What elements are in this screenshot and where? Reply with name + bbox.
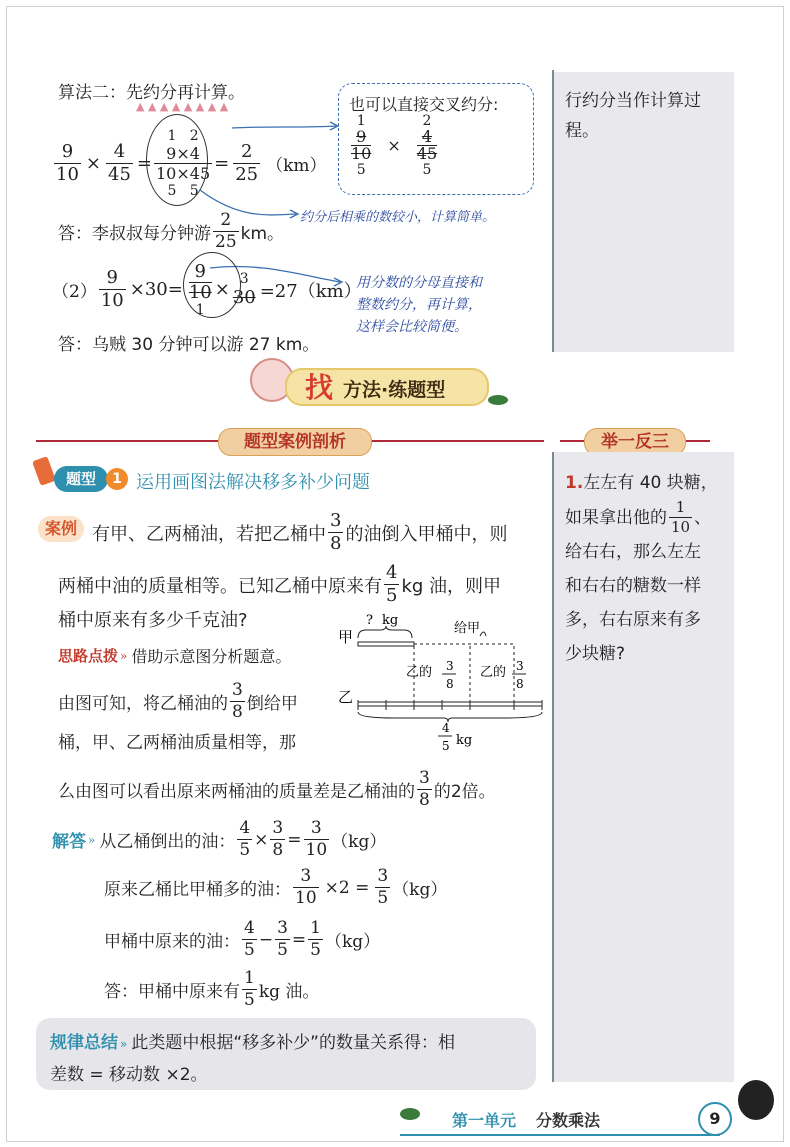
rule-line1: 规律总结 » 此类题中根据“移多补少”的数量关系得：相 [50,1033,455,1053]
page-number: 9 [698,1102,732,1136]
cross-note-equation: 1 9 10 5 × 2 4 45 5 [351,113,438,179]
oil-diagram [334,608,544,768]
diagram-yi-de-1: 乙的 [406,665,433,680]
part2-equation: （2） $\frac{9}{10}$ ×30= 9 10 1 × 3 30 =27（km） [52,262,362,318]
cross-note-text: 约分后相乘的数较小，计算简单。 [300,210,496,225]
tixing-badge: 题型 [54,466,108,492]
leaf-icon [488,395,508,405]
diagram-frac-d-2: 8 [516,677,524,691]
practice-sidebar-spiral [552,452,554,1082]
method2-answer: 答：李叔叔每分钟游 $\frac{2}{25}$ km。 [58,210,285,252]
diagram-kg: kg [382,613,399,628]
ninja-mascot-icon [738,1080,774,1120]
hint-line: 思路点拨 » 借助示意图分析题意。 [58,647,292,666]
diagram-yi-de-2: 乙的 [480,665,507,680]
banner-text: 方法·练题型 [343,379,446,401]
solution-line1: 解答 » 从乙桶倒出的油： $\frac{4}{5}$ × $\frac{3}{8}$ = $\frac{3}{10}$ （kg） [52,818,387,860]
practice-sidebar [553,452,734,1082]
example-line3: 桶中原来有多少千克油? [58,610,248,631]
footer-unit: 第一单元 [452,1111,517,1130]
example-line2: 两桶中油的质量相等。已知乙桶中原来有 $\frac{4}{5}$ kg 油，则甲 [58,562,502,606]
jia-bar [358,642,414,646]
footer-line [400,1134,720,1136]
fraction: $\frac{4}{45}$ [108,141,131,185]
solution-line2: 原来乙桶比甲桶多的油： $\frac{3}{10}$ ×2 = $\frac{3}{5}$ （kg） [104,866,448,908]
svg-text:▲ ▲ ▲ ▲ ▲ ▲ ▲ ▲: ▲ ▲ ▲ ▲ ▲ ▲ ▲ ▲ [136,100,229,113]
banner [285,368,489,406]
cross-note-title: 也可以直接交叉约分: [349,95,499,114]
footer-leaf-icon [400,1108,420,1120]
method2-title: 算法二：先约分再计算。 [58,83,245,103]
banner-char: 找 [305,371,334,404]
yi-brace [358,712,542,722]
hint-text-3: 么由图可以看出原来两桶油的质量差是乙桶油的 $\frac{3}{8}$ 的2倍。 [58,768,496,810]
section-header: 题型案例剖析 [218,428,372,456]
diagram-frac-n-2: 3 [516,659,524,673]
sidebar-notes-top: 行约分当作计算过 程。 [553,72,734,352]
cancel-fraction: 1 2 9×4 10×45 5 5 [154,128,212,199]
diagram-total-d: 5 [442,739,450,753]
hint-text-1: 由图可知，将乙桶油的 $\frac{3}{8}$ 倒给甲 [58,680,298,722]
footer-title: 分数乘法 [536,1111,601,1130]
side-section-header: 举一反三 [584,428,686,456]
diagram-frac-n-1: 3 [446,659,454,673]
example-line1: 有甲、乙两桶油，若把乙桶中 $\frac{3}{8}$ 的油倒入甲桶中，则 [92,510,508,554]
diagram-total-n: 4 [442,721,450,735]
part2-note: 用分数的分母直接和 整数约分，再计算， 这样会比较简便。 [356,275,482,335]
sidebar-spiral [552,70,554,352]
diagram-gei: 给甲 [454,621,481,636]
rule-line2: 差数 = 移动数 ×2。 [50,1065,208,1085]
practice-question: 1.左左有 40 块糖， 如果拿出他的 $\frac{1}{10}$ 、 给右右，那么左左 和右右的糖数一样 多，右右原来有多 少块糖? [565,473,718,664]
diagram-total-unit: kg [456,733,473,748]
tixing-title: 运用画图法解决移多补少问题 [136,472,370,493]
solution-answer: 答：甲桶中原来有 $\frac{1}{5}$ kg 油。 [104,968,320,1010]
fraction: $\frac{9}{10}$ [56,141,79,185]
diagram-frac-d-1: 8 [446,677,454,691]
rule-summary-box [36,1018,536,1090]
fraction: $\frac{2}{25}$ [235,141,259,185]
diagram-label-jia: 甲 [338,628,354,646]
part2-answer: 答：乌贼 30 分钟可以游 27 km。 [58,335,320,355]
diagram-label-yi: 乙 [338,688,354,706]
diagram-question: ? [366,613,373,628]
method2-equation: $\frac{9}{10}$ × $\frac{4}{45}$ = 1 2 9×4 10×45 5 5 = $\frac{2}{25}$ （km） [52,128,327,199]
example-tag: 案例 [38,516,84,542]
solution-line3: 甲桶中原来的油： $\frac{4}{5}$ − $\frac{3}{5}$ = $\frac{1}{5}$ （kg） [104,918,381,960]
gei-arrow [480,632,486,636]
tixing-number: 1 [106,468,128,490]
hint-text-2: 桶，甲、乙两桶油质量相等，那 [58,733,296,753]
